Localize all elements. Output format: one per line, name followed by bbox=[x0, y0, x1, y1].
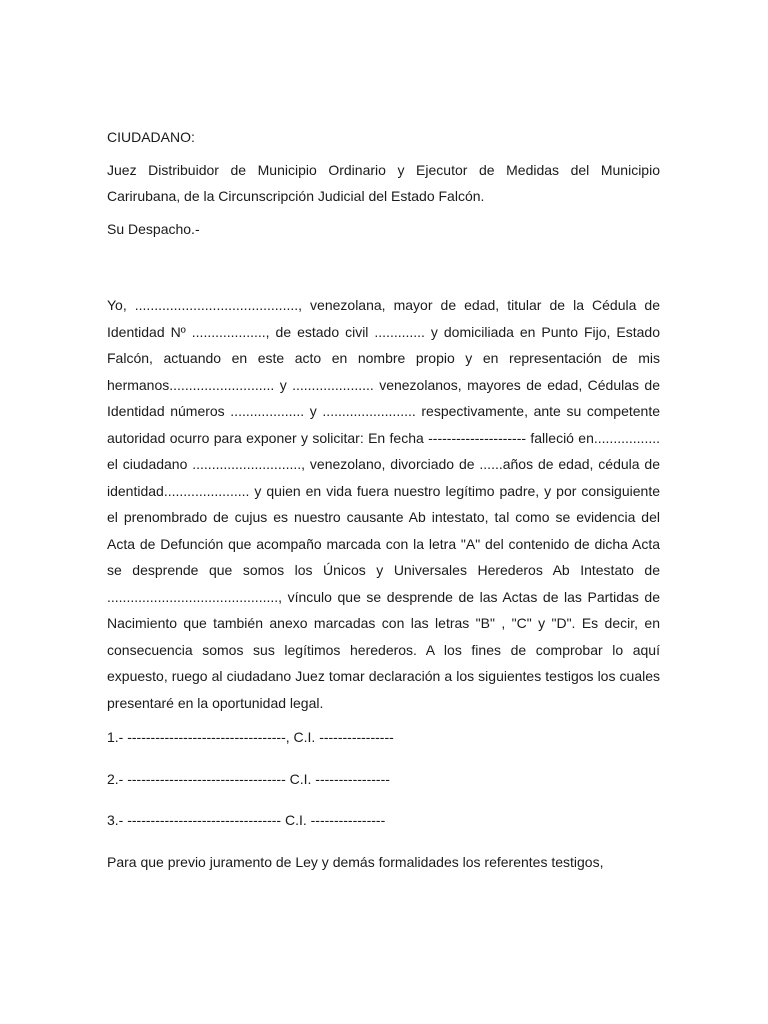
addressee-paragraph: Juez Distribuidor de Municipio Ordinario y Ejecutor de Medidas del Municipio Carirubana, de la Circunscripción Judicial del Estado Falcón. bbox=[107, 161, 660, 204]
witness-line-2: 2.- ---------------------------------- C.I. ---------------- bbox=[107, 770, 390, 787]
body-paragraph: Yo, .........................................., venezolana, mayor de edad, titular de la Cédula de Identidad Nº ..................., de estado civil ............. y domiciliada en Punto Fijo, Estado Falcón, actuando en este acto en nombre propio y en representación de mis hermanos........................... y ..................... venezolanos, mayores de edad, Cédulas de Identidad números ................... y ........................ respectivamente, ante su competente autoridad ocurro para exponer y solicitar: En fecha --------------------- falleció en................. el ciudadano ............................, venezolano, divorciado de ......años de edad, cédula de identidad...................... y quien en vida fuera nuestro legítimo padre, y por consiguiente el prenombrado de cujus es nuestro causante Ab intestato, tal como se evidencia del Acta de Defunción que acompaño marcada con la letra "A" del contenido de dicha Acta se desprende que somos los Únicos y Universales Herederos Ab Intestato de ............................................, vínculo que se desprende de las Actas de las Partidas de Nacimiento que también anexo marcadas con las letras "B" , "C" y "D". Es decir, en consecuencia somos sus legítimos herederos. A los fines de comprobar lo aquí expuesto, ruego al ciudadano Juez tomar declaración a los siguientes testigos los cuales presentaré en la oportunidad legal. bbox=[107, 297, 660, 711]
closing-paragraph: Para que previo juramento de Ley y demás formalidades los referentes testigos, bbox=[107, 853, 604, 870]
witness-line-3: 3.- --------------------------------- C.I. ---------------- bbox=[107, 812, 386, 828]
salutation: CIUDADANO: bbox=[107, 129, 195, 145]
document-content bbox=[107, 124, 660, 875]
office-line: Su Despacho.- bbox=[107, 220, 200, 237]
witness-line-1: 1.- ----------------------------------, C.I. ---------------- bbox=[107, 729, 394, 745]
